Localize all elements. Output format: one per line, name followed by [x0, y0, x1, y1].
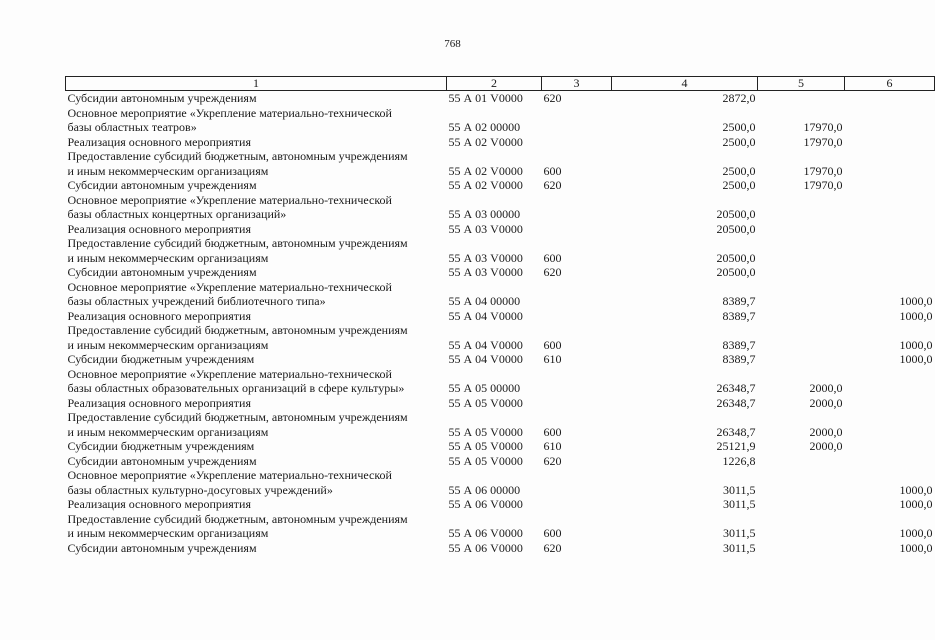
row-value-col5: 17970,0 — [803, 178, 843, 192]
row-value-col5: 2000,0 — [809, 439, 843, 453]
row-value-col4: 3011,5 — [722, 497, 756, 511]
row-name-line: Реализация основного мероприятия — [67, 308, 251, 323]
row-value-col4: 20500,0 — [716, 207, 756, 221]
row-value-col4: 26348,7 — [716, 381, 756, 395]
row-value-col6 — [845, 222, 935, 237]
row-value-col6 — [845, 367, 935, 396]
row-value-col5 — [758, 352, 845, 367]
row-code: 55 А 04 V0000 — [448, 352, 523, 366]
row-value-col6 — [845, 439, 935, 454]
row-expense-type: 600 — [543, 526, 562, 540]
row-value-col4: 3011,5 — [722, 540, 756, 555]
row-value-col5 — [758, 193, 845, 222]
row-expense-type — [542, 193, 612, 222]
row-value-col4: 8389,7 — [722, 308, 756, 323]
row-name — [66, 512, 447, 541]
row-value-col4: 2500,0 — [722, 163, 756, 178]
row-value-col4: 26348,7 — [716, 395, 756, 410]
row-value-col6 — [845, 135, 935, 150]
row-name-line: Предоставление субсидий бюджетным, автономным учреждениям — [67, 236, 408, 250]
row-name-line: и иным некоммерческим организациям — [67, 163, 269, 178]
row-value-col4: 20500,0 — [716, 221, 756, 236]
row-expense-type: 620 — [543, 91, 562, 105]
row-value-col4: 25121,9 — [716, 439, 756, 453]
row-name-line: Основное мероприятие «Укрепление материально-технической — [67, 279, 392, 294]
row-code: 55 А 02 V0000 — [448, 134, 523, 149]
column-header: 5 — [758, 77, 845, 91]
table-row — [66, 149, 935, 178]
table-row — [66, 309, 935, 324]
row-name-line: Субсидии бюджетным учреждениям — [67, 439, 255, 453]
table-row — [66, 222, 935, 237]
table-row — [66, 439, 935, 454]
row-name-line: базы областных образовательных организаций в сфере культуры» — [67, 381, 405, 395]
table-row — [66, 265, 935, 280]
row-name-line: и иным некоммерческим организациям — [67, 337, 269, 352]
row-name-line: Реализация основного мероприятия — [67, 395, 251, 410]
row-value-col6 — [845, 265, 935, 280]
row-value-col6: 1000,0 — [899, 540, 933, 555]
row-value-col5 — [758, 309, 845, 324]
row-name-line: и иным некоммерческим организациям — [67, 526, 269, 540]
row-value-col4: 8389,7 — [722, 337, 756, 352]
row-value-col4: 1226,8 — [722, 453, 756, 468]
row-value-col4: 8389,7 — [722, 352, 756, 366]
row-expense-type — [542, 309, 612, 324]
row-name — [66, 541, 447, 556]
row-name — [66, 309, 447, 324]
row-expense-type: 600 — [543, 163, 562, 178]
row-value-col5: 17970,0 — [803, 120, 843, 134]
row-expense-type: 600 — [543, 337, 562, 352]
row-name-line: и иным некоммерческим организациям — [67, 250, 269, 265]
row-code: 55 А 04 V0000 — [448, 337, 523, 352]
row-value-col5: 17970,0 — [803, 163, 843, 178]
row-name-line: Предоставление субсидий бюджетным, автономным учреждениям — [67, 410, 408, 424]
row-value-col6: 1000,0 — [899, 337, 933, 352]
row-value-col5: 2000,0 — [809, 424, 843, 439]
row-expense-type — [542, 135, 612, 150]
row-code: 55 А 02 00000 — [448, 120, 521, 134]
row-value-col5: 17970,0 — [803, 134, 843, 149]
row-name-line: базы областных культурно-досуговых учреждений» — [67, 482, 333, 497]
row-value-col5: 2000,0 — [809, 395, 843, 410]
row-code: 55 А 06 00000 — [448, 482, 521, 497]
row-code: 55 А 01 V0000 — [448, 91, 523, 105]
row-expense-type: 610 — [543, 439, 562, 453]
row-name — [66, 280, 447, 309]
row-value-col6 — [845, 193, 935, 222]
table-row — [66, 193, 935, 222]
row-name-line: Реализация основного мероприятия — [67, 221, 251, 236]
row-value-col4: 3011,5 — [722, 526, 756, 540]
row-name-line: базы областных концертных организаций» — [67, 207, 287, 221]
row-value-col5 — [758, 222, 845, 237]
row-expense-type — [542, 222, 612, 237]
row-name — [66, 265, 447, 280]
table-row — [66, 367, 935, 396]
row-expense-type: 610 — [543, 352, 562, 366]
row-expense-type: 600 — [543, 250, 562, 265]
row-name — [66, 497, 447, 512]
table-row — [66, 396, 935, 411]
row-expense-type — [542, 396, 612, 411]
row-value-col4: 2500,0 — [722, 134, 756, 149]
row-value-col6: 1000,0 — [899, 497, 933, 511]
row-expense-type: 620 — [543, 265, 562, 279]
row-value-col6: 1000,0 — [899, 526, 933, 540]
row-code: 55 А 04 V0000 — [448, 308, 523, 323]
page-number: 768 — [444, 38, 461, 50]
row-expense-type — [542, 106, 612, 135]
row-value-col5 — [758, 323, 845, 352]
row-expense-type — [542, 468, 612, 497]
row-name — [66, 149, 447, 178]
row-value-col6 — [845, 91, 935, 106]
row-code: 55 А 03 00000 — [448, 207, 521, 221]
row-name-line: Реализация основного мероприятия — [67, 497, 251, 511]
row-value-col4: 20500,0 — [716, 250, 756, 265]
row-code: 55 А 04 00000 — [448, 294, 521, 308]
table-row — [66, 512, 935, 541]
table-body — [66, 91, 935, 556]
row-name-line: Субсидии автономным учреждениям — [67, 265, 257, 279]
row-name-line: Основное мероприятие «Укрепление материально-технической — [67, 468, 392, 482]
row-name-line: Субсидии автономным учреждениям — [67, 540, 257, 555]
column-header: 3 — [542, 77, 612, 91]
row-value-col5 — [758, 280, 845, 309]
row-code: 55 А 03 V0000 — [448, 221, 523, 236]
row-value-col4: 2500,0 — [722, 178, 756, 192]
row-value-col4: 3011,5 — [722, 482, 756, 497]
row-name — [66, 396, 447, 411]
row-value-col5 — [758, 454, 845, 469]
row-expense-type: 620 — [543, 178, 562, 192]
row-code: 55 А 05 V0000 — [448, 395, 523, 410]
row-code: 55 А 06 V0000 — [448, 497, 523, 511]
table-row — [66, 454, 935, 469]
row-name — [66, 367, 447, 396]
row-expense-type: 600 — [543, 424, 562, 439]
table-row — [66, 410, 935, 439]
header-row — [66, 77, 935, 91]
row-value-col5 — [758, 468, 845, 497]
row-code: 55 А 03 V0000 — [448, 265, 523, 279]
column-header: 1 — [66, 77, 447, 91]
row-value-col6: 1000,0 — [899, 482, 933, 497]
table-row — [66, 468, 935, 497]
row-code: 55 А 02 V0000 — [448, 178, 523, 192]
row-name-line: Субсидии автономным учреждениям — [67, 453, 257, 468]
row-expense-type: 620 — [543, 453, 562, 468]
row-value-col5 — [758, 512, 845, 541]
row-name-line: Субсидии автономным учреждениям — [67, 91, 257, 105]
row-name-line: Основное мероприятие «Укрепление материально-технической — [67, 366, 392, 381]
row-name — [66, 352, 447, 367]
row-value-col6 — [845, 396, 935, 411]
row-value-col4: 26348,7 — [716, 424, 756, 439]
row-value-col6 — [845, 178, 935, 193]
row-name — [66, 193, 447, 222]
row-expense-type — [542, 497, 612, 512]
row-value-col6 — [845, 410, 935, 439]
row-name-line: Основное мероприятие «Укрепление материально-технической — [67, 192, 392, 207]
row-code: 55 А 05 V0000 — [448, 453, 523, 468]
row-code: 55 А 06 V0000 — [448, 540, 523, 555]
row-name — [66, 323, 447, 352]
row-name — [66, 439, 447, 454]
row-code: 55 А 05 V0000 — [448, 439, 523, 453]
row-value-col4: 8389,7 — [722, 294, 756, 308]
row-value-col5 — [758, 91, 845, 106]
row-value-col6 — [845, 149, 935, 178]
row-name — [66, 222, 447, 237]
row-expense-type — [542, 367, 612, 396]
row-name — [66, 410, 447, 439]
row-name — [66, 454, 447, 469]
row-name-line: базы областных учреждений библиотечного типа» — [67, 294, 326, 308]
column-header: 2 — [447, 77, 542, 91]
table-row — [66, 236, 935, 265]
row-value-col4: 2500,0 — [722, 120, 756, 134]
row-expense-type — [542, 280, 612, 309]
row-value-col4: 2872,0 — [722, 91, 756, 105]
row-name-line: Предоставление субсидий бюджетным, автономным учреждениям — [67, 149, 408, 163]
row-name-line: Субсидии бюджетным учреждениям — [67, 352, 255, 366]
table-row — [66, 135, 935, 150]
table-row — [66, 91, 935, 106]
table-row — [66, 352, 935, 367]
row-name — [66, 135, 447, 150]
row-code: 55 А 03 V0000 — [448, 250, 523, 265]
row-name-line: базы областных театров» — [67, 120, 197, 134]
row-name — [66, 236, 447, 265]
budget-table — [65, 76, 935, 555]
row-name-line: и иным некоммерческим организациям — [67, 424, 269, 439]
row-code: 55 А 06 V0000 — [448, 526, 523, 540]
row-name — [66, 106, 447, 135]
table-row — [66, 178, 935, 193]
row-expense-type: 620 — [543, 540, 562, 555]
row-code: 55 А 05 00000 — [448, 381, 521, 395]
table-row — [66, 280, 935, 309]
row-value-col5: 2000,0 — [809, 381, 843, 395]
row-code: 55 А 05 V0000 — [448, 424, 523, 439]
table-row — [66, 323, 935, 352]
column-header: 4 — [612, 77, 758, 91]
row-value-col5 — [758, 497, 845, 512]
row-name-line: Предоставление субсидий бюджетным, автономным учреждениям — [67, 511, 408, 526]
row-value-col6 — [845, 454, 935, 469]
row-name-line: Субсидии автономным учреждениям — [67, 178, 257, 192]
row-value-col4: 20500,0 — [716, 265, 756, 279]
row-value-col6 — [845, 236, 935, 265]
table-row — [66, 106, 935, 135]
row-value-col6: 1000,0 — [899, 352, 933, 366]
row-value-col5 — [758, 541, 845, 556]
row-name — [66, 91, 447, 106]
table-row — [66, 497, 935, 512]
row-name — [66, 468, 447, 497]
row-code: 55 А 02 V0000 — [448, 163, 523, 178]
row-value-col5 — [758, 236, 845, 265]
row-name-line: Предоставление субсидий бюджетным, автономным учреждениям — [67, 323, 408, 337]
row-value-col6: 1000,0 — [899, 294, 933, 308]
column-header: 6 — [845, 77, 935, 91]
row-name-line: Основное мероприятие «Укрепление материально-технической — [67, 105, 392, 120]
row-value-col5 — [758, 265, 845, 280]
table-row — [66, 541, 935, 556]
row-name-line: Реализация основного мероприятия — [67, 134, 251, 149]
row-value-col6: 1000,0 — [899, 308, 933, 323]
row-value-col6 — [845, 106, 935, 135]
row-name — [66, 178, 447, 193]
